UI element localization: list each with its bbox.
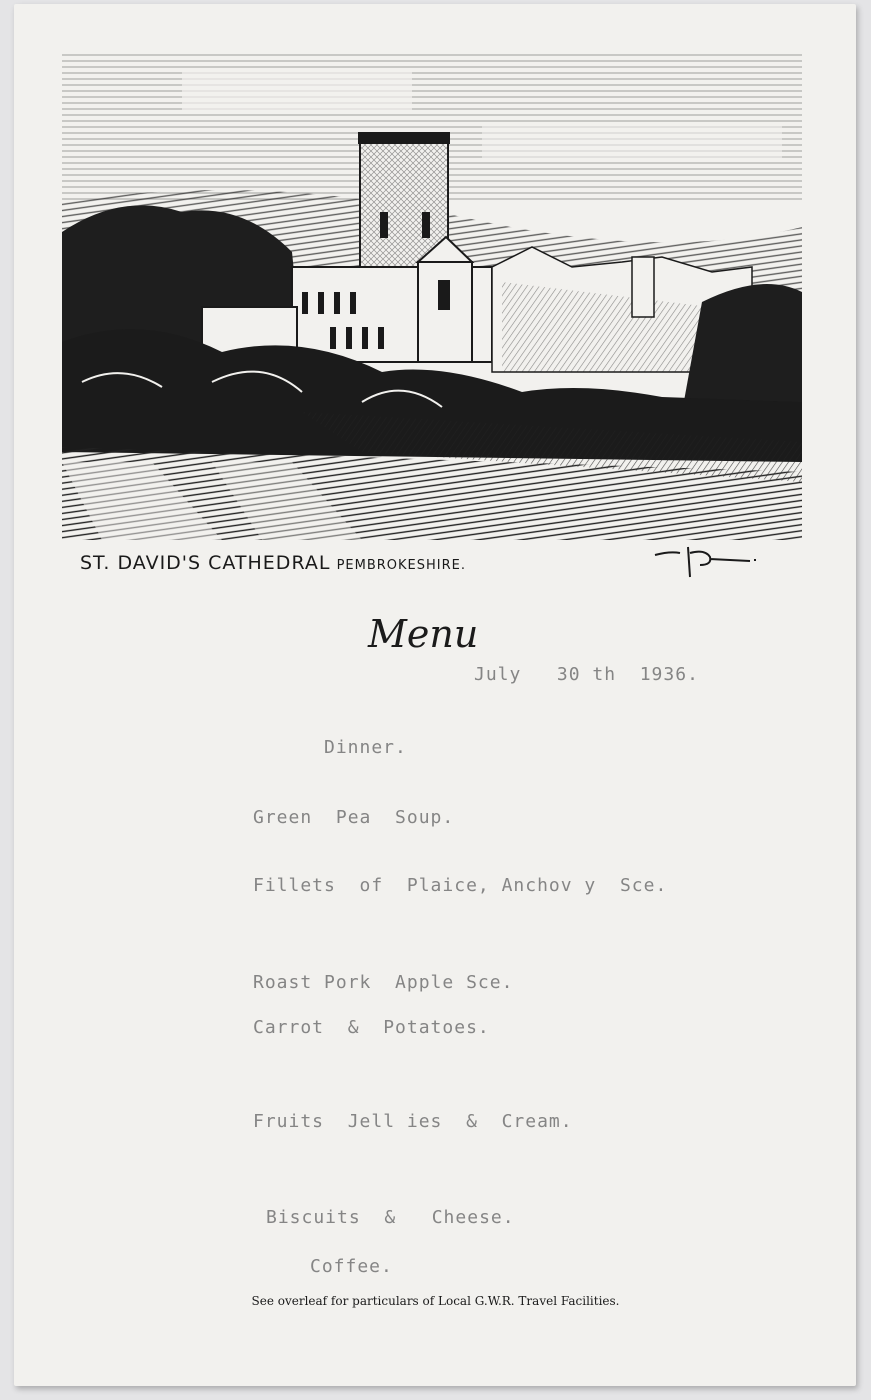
menu-item: Coffee. [310, 1256, 393, 1277]
menu-item: Biscuits & Cheese. [266, 1207, 515, 1228]
menu-title: Menu [368, 612, 479, 656]
caption-sub: PEMBROKESHIRE. [336, 558, 466, 573]
illustration-caption [80, 552, 466, 574]
footer-note: See overleaf for particulars of Local G.W.R. Travel Facilities. [251, 1294, 620, 1308]
menu-item: Carrot & Potatoes. [253, 1017, 490, 1038]
menu-item: Green Pea Soup. [253, 807, 455, 828]
menu-date: July 30 th 1936. [474, 664, 699, 685]
menu-item: Fillets of Plaice, Anchov y Sce. [253, 875, 668, 896]
menu-item: Roast Pork Apple Sce. [253, 972, 514, 993]
cathedral-illustration [62, 52, 802, 540]
menu-heading: Dinner. [324, 737, 407, 758]
caption-main: ST. DAVID'S CATHEDRAL [80, 552, 331, 574]
artist-signature [650, 543, 760, 583]
menu-item: Fruits Jell ies & Cream. [253, 1111, 573, 1132]
